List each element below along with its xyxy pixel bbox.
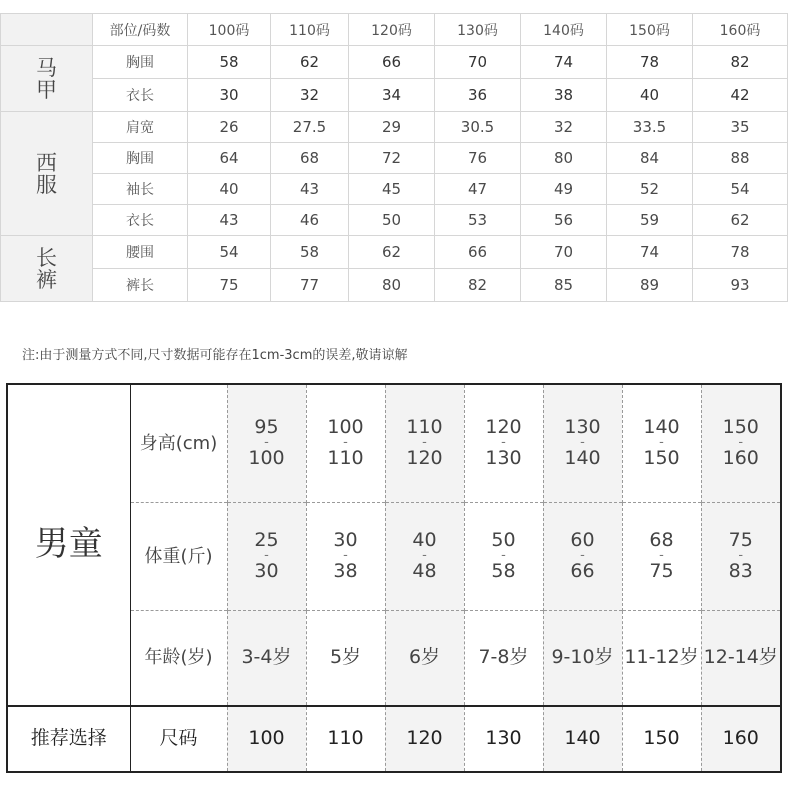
range-cell: 60 - 66 bbox=[543, 502, 622, 610]
header-label: 部位/码数 bbox=[93, 14, 188, 46]
range-cell: 30 - 38 bbox=[306, 502, 385, 610]
range-cell: 130 - 140 bbox=[543, 384, 622, 502]
size-header: 160码 bbox=[693, 14, 788, 46]
size-cell: 74 bbox=[521, 46, 607, 79]
gender-title: 男童 bbox=[34, 524, 103, 565]
group-label-suit: 西 服 bbox=[1, 112, 93, 236]
size-header: 130码 bbox=[435, 14, 521, 46]
group-label-vest: 马 甲 bbox=[1, 46, 93, 112]
size-cell: 40 bbox=[188, 174, 271, 205]
range-cell: 50 - 58 bbox=[464, 502, 543, 610]
table-row bbox=[1, 269, 788, 302]
recommend-size-cell: 160 bbox=[701, 706, 781, 772]
table-corner bbox=[1, 14, 93, 46]
size-header: 120码 bbox=[349, 14, 435, 46]
row-label: 衣长 bbox=[93, 79, 188, 112]
size-header: 110码 bbox=[271, 14, 349, 46]
size-cell: 26 bbox=[188, 112, 271, 143]
table-row bbox=[1, 143, 788, 174]
range-cell: 68 - 75 bbox=[622, 502, 701, 610]
row-label: 尺码 bbox=[130, 706, 227, 772]
table-row bbox=[1, 46, 788, 79]
size-cell: 40 bbox=[607, 79, 693, 112]
row-label: 胸围 bbox=[93, 143, 188, 174]
range-cell: 75 - 83 bbox=[701, 502, 781, 610]
table-row bbox=[1, 112, 788, 143]
size-cell: 56 bbox=[521, 205, 607, 236]
age-cell: 3-4岁 bbox=[227, 611, 306, 706]
age-cell: 9-10岁 bbox=[543, 611, 622, 706]
size-cell: 43 bbox=[271, 174, 349, 205]
size-cell: 80 bbox=[521, 143, 607, 174]
size-cell: 35 bbox=[693, 112, 788, 143]
size-cell: 36 bbox=[435, 79, 521, 112]
size-cell: 30.5 bbox=[435, 112, 521, 143]
recommend-row bbox=[7, 706, 781, 772]
row-label: 袖长 bbox=[93, 174, 188, 205]
size-cell: 59 bbox=[607, 205, 693, 236]
size-cell: 38 bbox=[521, 79, 607, 112]
range-cell: 110 - 120 bbox=[385, 384, 464, 502]
age-cell: 5岁 bbox=[306, 611, 385, 706]
size-header: 100码 bbox=[188, 14, 271, 46]
size-cell: 29 bbox=[349, 112, 435, 143]
size-cell: 82 bbox=[693, 46, 788, 79]
recommend-size-cell: 120 bbox=[385, 706, 464, 772]
size-cell: 84 bbox=[607, 143, 693, 174]
size-cell: 62 bbox=[271, 46, 349, 79]
size-cell: 76 bbox=[435, 143, 521, 174]
range-cell: 25 - 30 bbox=[227, 502, 306, 610]
range-cell: 140 - 150 bbox=[622, 384, 701, 502]
size-cell: 66 bbox=[435, 236, 521, 269]
row-label: 衣长 bbox=[93, 205, 188, 236]
size-header: 140码 bbox=[521, 14, 607, 46]
range-cell: 95 - 100 bbox=[227, 384, 306, 502]
size-cell: 52 bbox=[607, 174, 693, 205]
size-cell: 74 bbox=[607, 236, 693, 269]
size-cell: 93 bbox=[693, 269, 788, 302]
range-cell: 120 - 130 bbox=[464, 384, 543, 502]
size-cell: 50 bbox=[349, 205, 435, 236]
age-cell: 11-12岁 bbox=[622, 611, 701, 706]
measurement-note: 注:由于测量方式不同,尺寸数据可能存在1cm-3cm的误差,敬请谅解 bbox=[22, 348, 408, 363]
table-row bbox=[1, 205, 788, 236]
recommend-size-cell: 140 bbox=[543, 706, 622, 772]
size-cell: 70 bbox=[435, 46, 521, 79]
row-label: 裤长 bbox=[93, 269, 188, 302]
row-label: 体重(斤) bbox=[130, 502, 227, 610]
size-cell: 34 bbox=[349, 79, 435, 112]
size-cell: 33.5 bbox=[607, 112, 693, 143]
size-cell: 49 bbox=[521, 174, 607, 205]
table-row bbox=[7, 384, 781, 502]
size-cell: 47 bbox=[435, 174, 521, 205]
size-cell: 42 bbox=[693, 79, 788, 112]
range-cell: 150 - 160 bbox=[701, 384, 781, 502]
size-cell: 75 bbox=[188, 269, 271, 302]
recommend-size-cell: 130 bbox=[464, 706, 543, 772]
row-label: 腰围 bbox=[93, 236, 188, 269]
size-cell: 88 bbox=[693, 143, 788, 174]
size-cell: 58 bbox=[271, 236, 349, 269]
size-cell: 89 bbox=[607, 269, 693, 302]
size-cell: 58 bbox=[188, 46, 271, 79]
size-cell: 72 bbox=[349, 143, 435, 174]
recommend-size-cell: 110 bbox=[306, 706, 385, 772]
size-cell: 64 bbox=[188, 143, 271, 174]
range-cell: 40 - 48 bbox=[385, 502, 464, 610]
size-cell: 27.5 bbox=[271, 112, 349, 143]
size-cell: 62 bbox=[693, 205, 788, 236]
group-label-trousers: 长 裤 bbox=[1, 236, 93, 302]
size-cell: 46 bbox=[271, 205, 349, 236]
recommend-size-cell: 100 bbox=[227, 706, 306, 772]
size-cell: 43 bbox=[188, 205, 271, 236]
size-header: 150码 bbox=[607, 14, 693, 46]
size-cell: 54 bbox=[188, 236, 271, 269]
size-cell: 70 bbox=[521, 236, 607, 269]
size-cell: 80 bbox=[349, 269, 435, 302]
row-label: 年龄(岁) bbox=[130, 611, 227, 706]
table-row bbox=[1, 79, 788, 112]
size-cell: 32 bbox=[271, 79, 349, 112]
size-cell: 54 bbox=[693, 174, 788, 205]
recommend-title: 推荐选择 bbox=[7, 706, 130, 772]
size-cell: 85 bbox=[521, 269, 607, 302]
age-cell: 7-8岁 bbox=[464, 611, 543, 706]
table-row bbox=[1, 174, 788, 205]
size-cell: 30 bbox=[188, 79, 271, 112]
range-cell: 100 - 110 bbox=[306, 384, 385, 502]
size-cell: 78 bbox=[693, 236, 788, 269]
size-cell: 45 bbox=[349, 174, 435, 205]
table-row bbox=[1, 236, 788, 269]
size-cell: 78 bbox=[607, 46, 693, 79]
age-cell: 12-14岁 bbox=[701, 611, 781, 706]
size-cell: 68 bbox=[271, 143, 349, 174]
row-label: 身高(cm) bbox=[130, 384, 227, 502]
size-cell: 53 bbox=[435, 205, 521, 236]
row-label: 肩宽 bbox=[93, 112, 188, 143]
row-label: 胸围 bbox=[93, 46, 188, 79]
size-cell: 66 bbox=[349, 46, 435, 79]
age-cell: 6岁 bbox=[385, 611, 464, 706]
recommend-size-cell: 150 bbox=[622, 706, 701, 772]
size-cell: 82 bbox=[435, 269, 521, 302]
size-cell: 62 bbox=[349, 236, 435, 269]
size-table bbox=[0, 13, 788, 302]
size-cell: 32 bbox=[521, 112, 607, 143]
size-header-row bbox=[1, 14, 788, 46]
size-reference-table bbox=[6, 383, 782, 773]
size-cell: 77 bbox=[271, 269, 349, 302]
